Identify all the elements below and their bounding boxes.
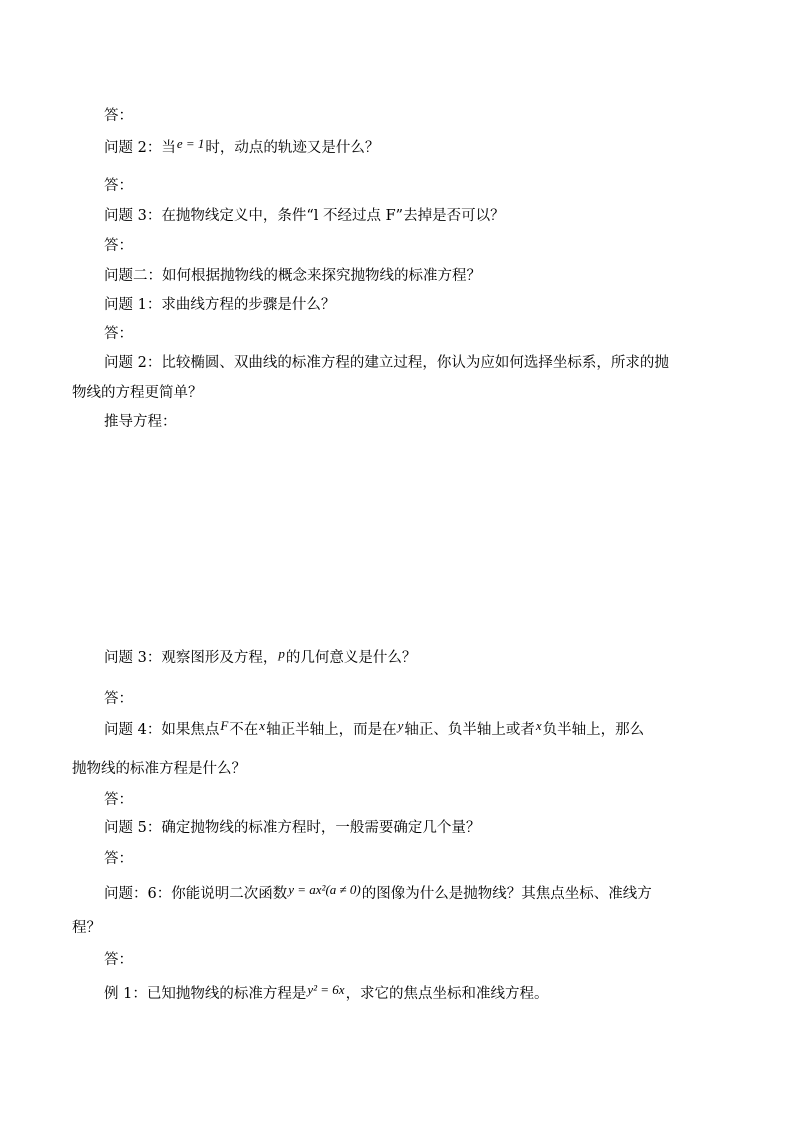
question-text: 问题：6：你能说明二次函数 <box>104 886 288 902</box>
answer-2: 答： <box>104 178 133 194</box>
example-text: 例 1：已知抛物线的标准方程是 <box>104 986 307 1002</box>
s2-answer-4: 答： <box>104 792 133 808</box>
s2-question-4-line-2: 抛物线的标准方程是什么？ <box>72 761 246 777</box>
math-F: F <box>220 718 229 733</box>
question-text: 负半轴上，那么 <box>542 722 645 738</box>
math-x: x <box>259 718 266 733</box>
s2-question-3 <box>104 648 416 668</box>
derive-equation-label: 推导方程： <box>104 414 177 430</box>
example-text: ，求它的焦点坐标和准线方程。 <box>345 986 549 1002</box>
question-2-when-e-equals-1 <box>104 138 379 158</box>
s2-question-5: 问题 5：确定抛物线的标准方程时，一般需要确定几个量？ <box>104 820 481 836</box>
s2-answer-5: 答： <box>104 851 133 867</box>
math-x: x <box>535 718 542 733</box>
s2-question-1: 问题 1：求曲线方程的步骤是什么？ <box>104 297 336 313</box>
question-text: 问题 2：当 <box>104 140 176 156</box>
question-text: 的图像为什么是抛物线？其焦点坐标、准线方 <box>361 886 652 902</box>
math-e-equals-1: e = 1 <box>176 136 205 151</box>
question-text: 时，动点的轨迹又是什么？ <box>205 140 380 156</box>
s2-question-6-line-1 <box>104 884 652 904</box>
s2-question-2-line-1: 问题 2：比较椭圆、双曲线的标准方程的建立过程，你认为应如何选择坐标系，所求的抛 <box>104 355 669 371</box>
question-text: 轴正、负半轴上或者 <box>404 722 535 738</box>
question-text: 不在 <box>229 722 259 738</box>
question-text: 问题 3：观察图形及方程， <box>104 650 278 666</box>
math-y: y <box>397 718 404 733</box>
question-text: 轴正半轴上，而是在 <box>266 722 397 738</box>
math-parabola-equation: y² = 6x <box>307 982 345 997</box>
s2-answer-6: 答： <box>104 952 133 968</box>
section-2-heading: 问题二：如何根据抛物线的概念来探究抛物线的标准方程？ <box>104 268 481 284</box>
question-text: 的几何意义是什么？ <box>285 650 417 666</box>
math-p: p <box>278 646 285 661</box>
s2-answer-1: 答： <box>104 326 133 342</box>
s2-question-6-line-2: 程？ <box>72 920 101 936</box>
s2-answer-3: 答： <box>104 691 133 707</box>
question-text: 问题 4：如果焦点 <box>104 722 220 738</box>
answer-1: 答： <box>104 108 133 124</box>
math-quadratic-function: y = ax²(a ≠ 0) <box>288 882 361 897</box>
s2-question-2-line-2: 物线的方程更简单？ <box>72 385 203 401</box>
question-3-directrix-condition: 问题 3：在抛物线定义中，条件“l 不经过点 F”去掉是否可以？ <box>104 208 505 224</box>
answer-3: 答： <box>104 238 133 254</box>
example-1 <box>104 984 549 1004</box>
s2-question-4-line-1 <box>104 720 644 740</box>
